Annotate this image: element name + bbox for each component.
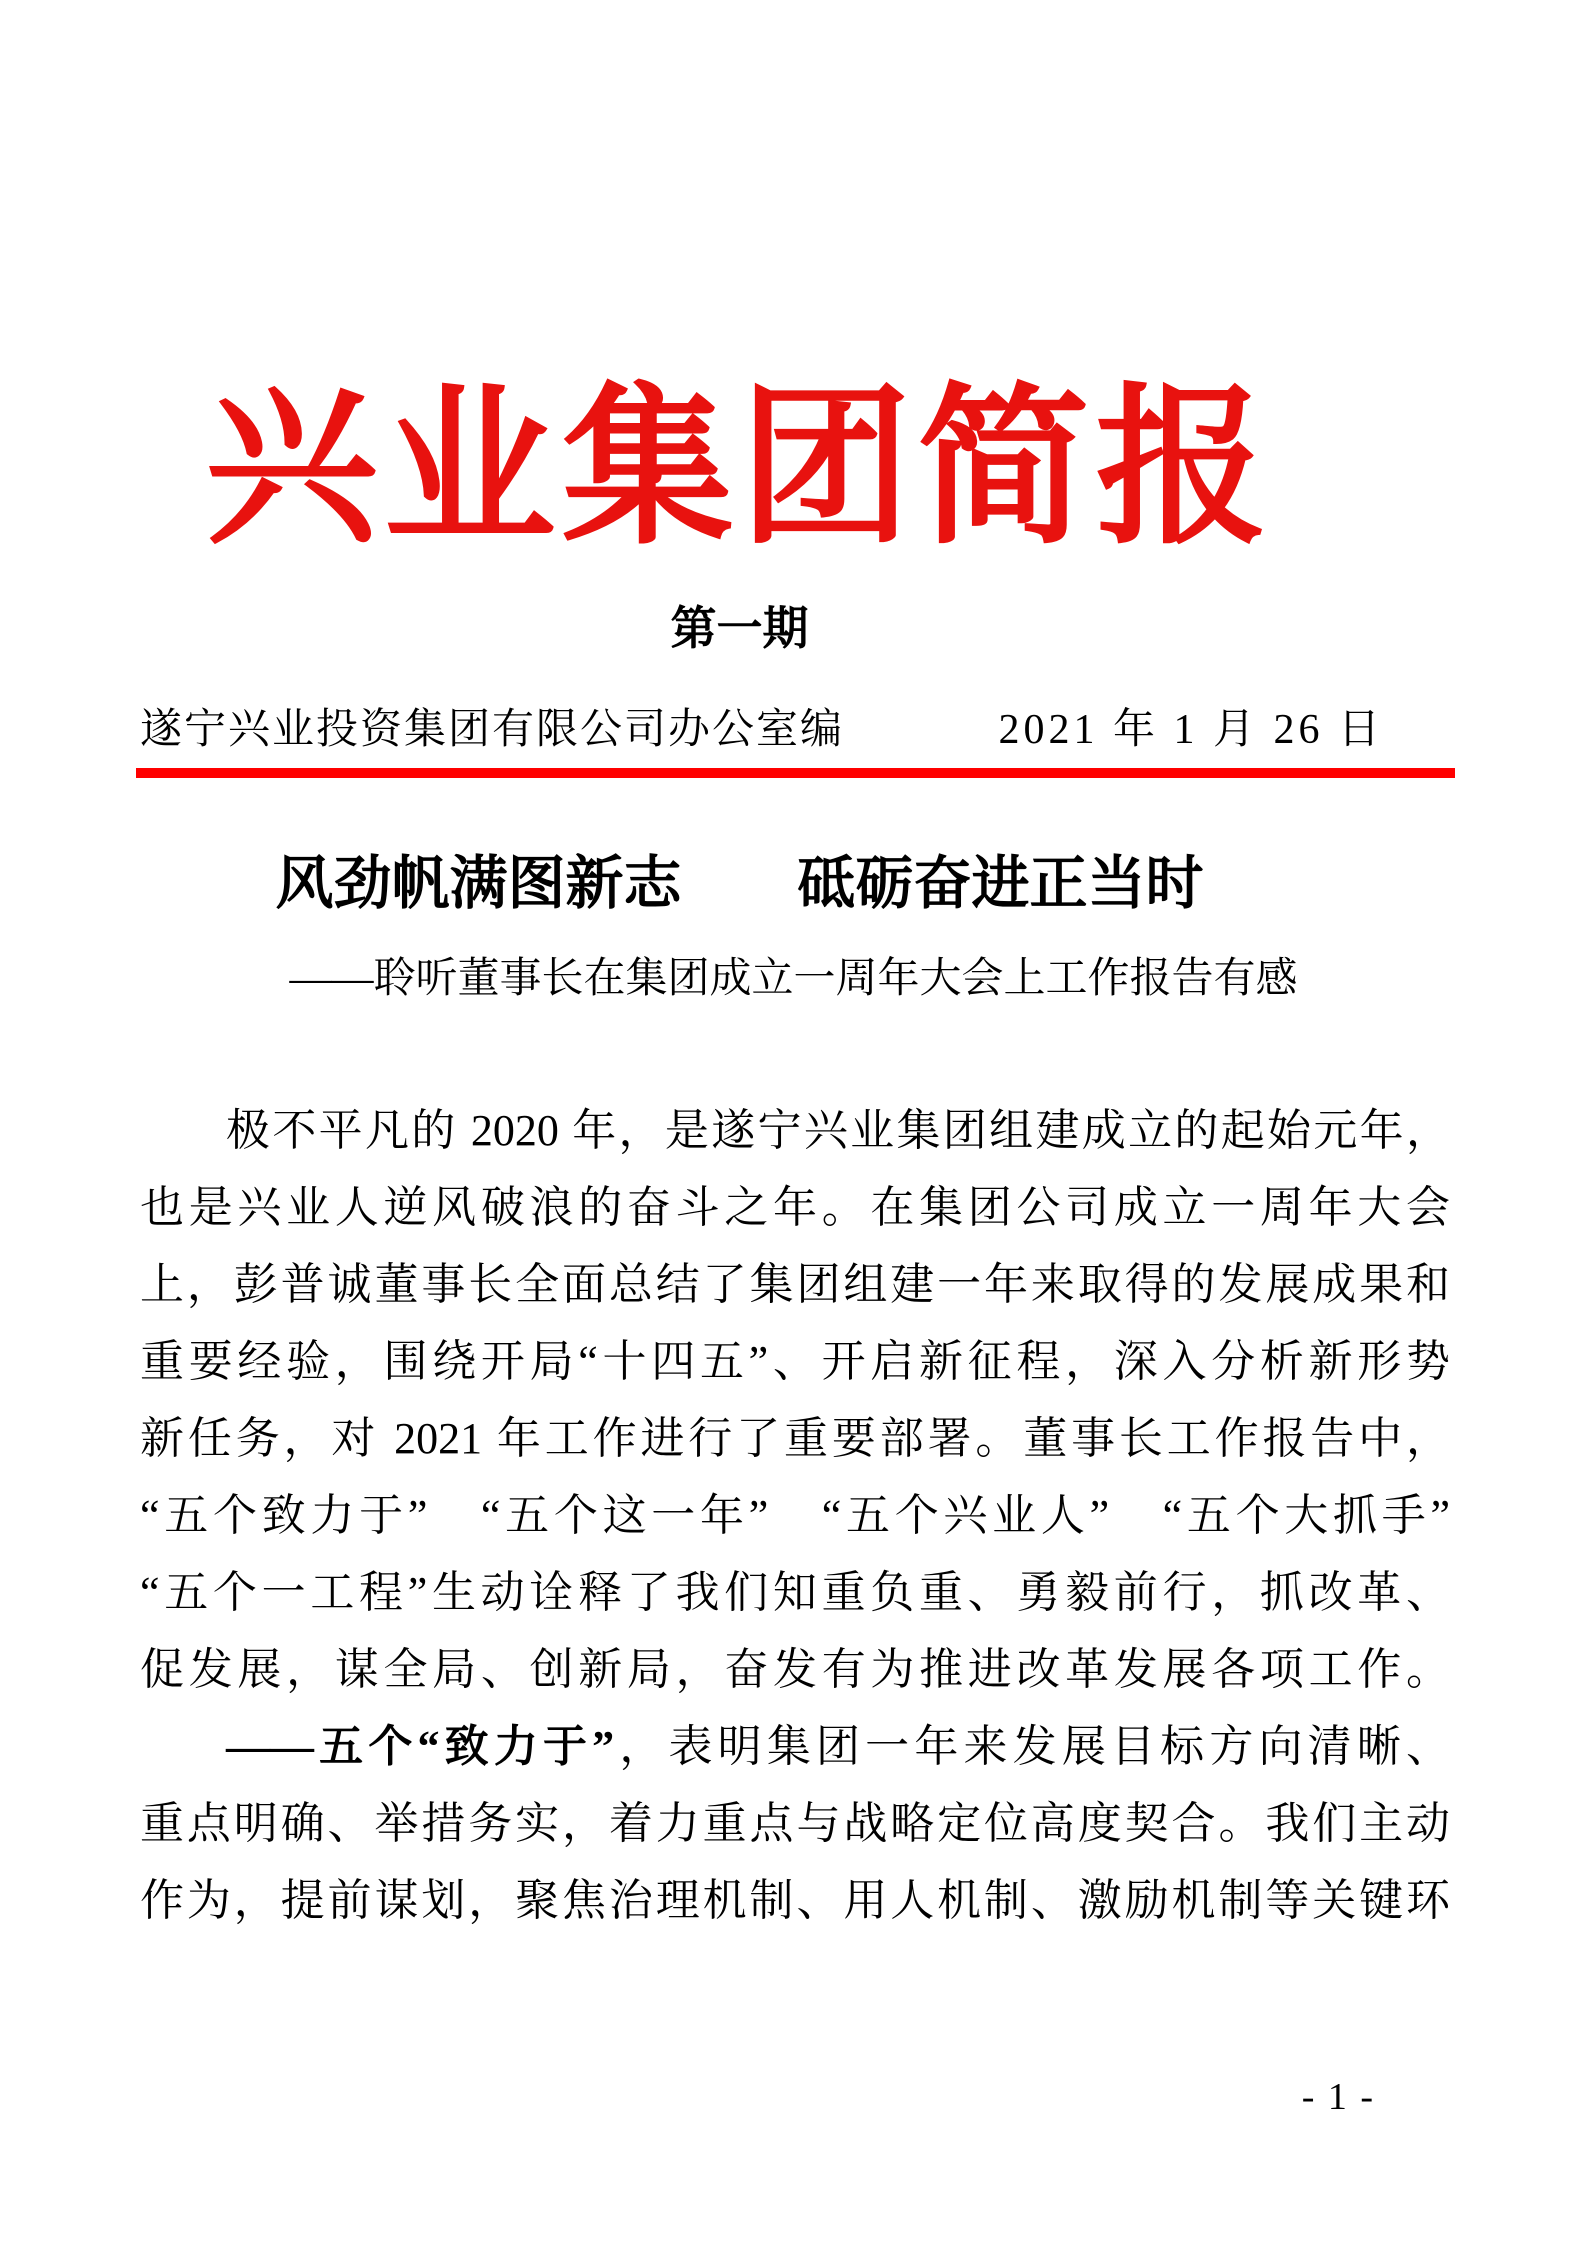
body-line: 新任务，对 2021 年工作进行了重要部署。董事长工作报告中， (140, 1414, 1450, 1463)
red-divider-rule (136, 768, 1455, 778)
body-line (140, 1708, 1450, 1785)
issue-number: 第一期 (670, 602, 809, 654)
body-line: 促发展，谋全局、创新局，奋发有为推进改革发展各项工作。 (140, 1645, 1450, 1694)
paragraph-bold-lead: ——五个“致力于” (226, 1722, 615, 1771)
body-line: 重点明确、举措务实，着力重点与战略定位高度契合。我们主动 (140, 1799, 1450, 1848)
body-line-text: ，表明集团一年来发展目标方向清晰、 (614, 1722, 1451, 1771)
body-line: 重要经验，围绕开局“十四五”、开启新征程，深入分析新形势 (140, 1337, 1450, 1386)
body-line: “五个致力于” “五个这一年” “五个兴业人” “五个大抓手” (140, 1491, 1450, 1540)
publish-date: 2021 年 1 月 26 日 (998, 707, 1384, 753)
publication-info-row (140, 698, 1450, 762)
body-line: “五个一工程”生动诠释了我们知重负重、勇毅前行，抓改革、 (140, 1568, 1450, 1617)
body-line: 极不平凡的 2020 年，是遂宁兴业集团组建成立的起始元年， (226, 1106, 1450, 1155)
article-title: 风劲帆满图新志 砥砺奋进正当时 (275, 851, 1204, 916)
body-line: 也是兴业人逆风破浪的奋斗之年。在集团公司成立一周年大会 (140, 1183, 1450, 1232)
publisher-editor-text: 遂宁兴业投资集团有限公司办公室编 (140, 707, 845, 753)
newsletter-masthead-title: 兴业集团简报 (205, 365, 1274, 568)
page-number: - 1 - (1301, 2076, 1375, 2118)
article-body (140, 1092, 1450, 1939)
body-line: 作为，提前谋划，聚焦治理机制、用人机制、激励机制等关键环 (140, 1876, 1450, 1925)
article-subtitle: ——聆听董事长在集团成立一周年大会上工作报告有感 (289, 956, 1298, 1002)
body-line: 上，彭普诚董事长全面总结了集团组建一年来取得的发展成果和 (140, 1260, 1450, 1309)
